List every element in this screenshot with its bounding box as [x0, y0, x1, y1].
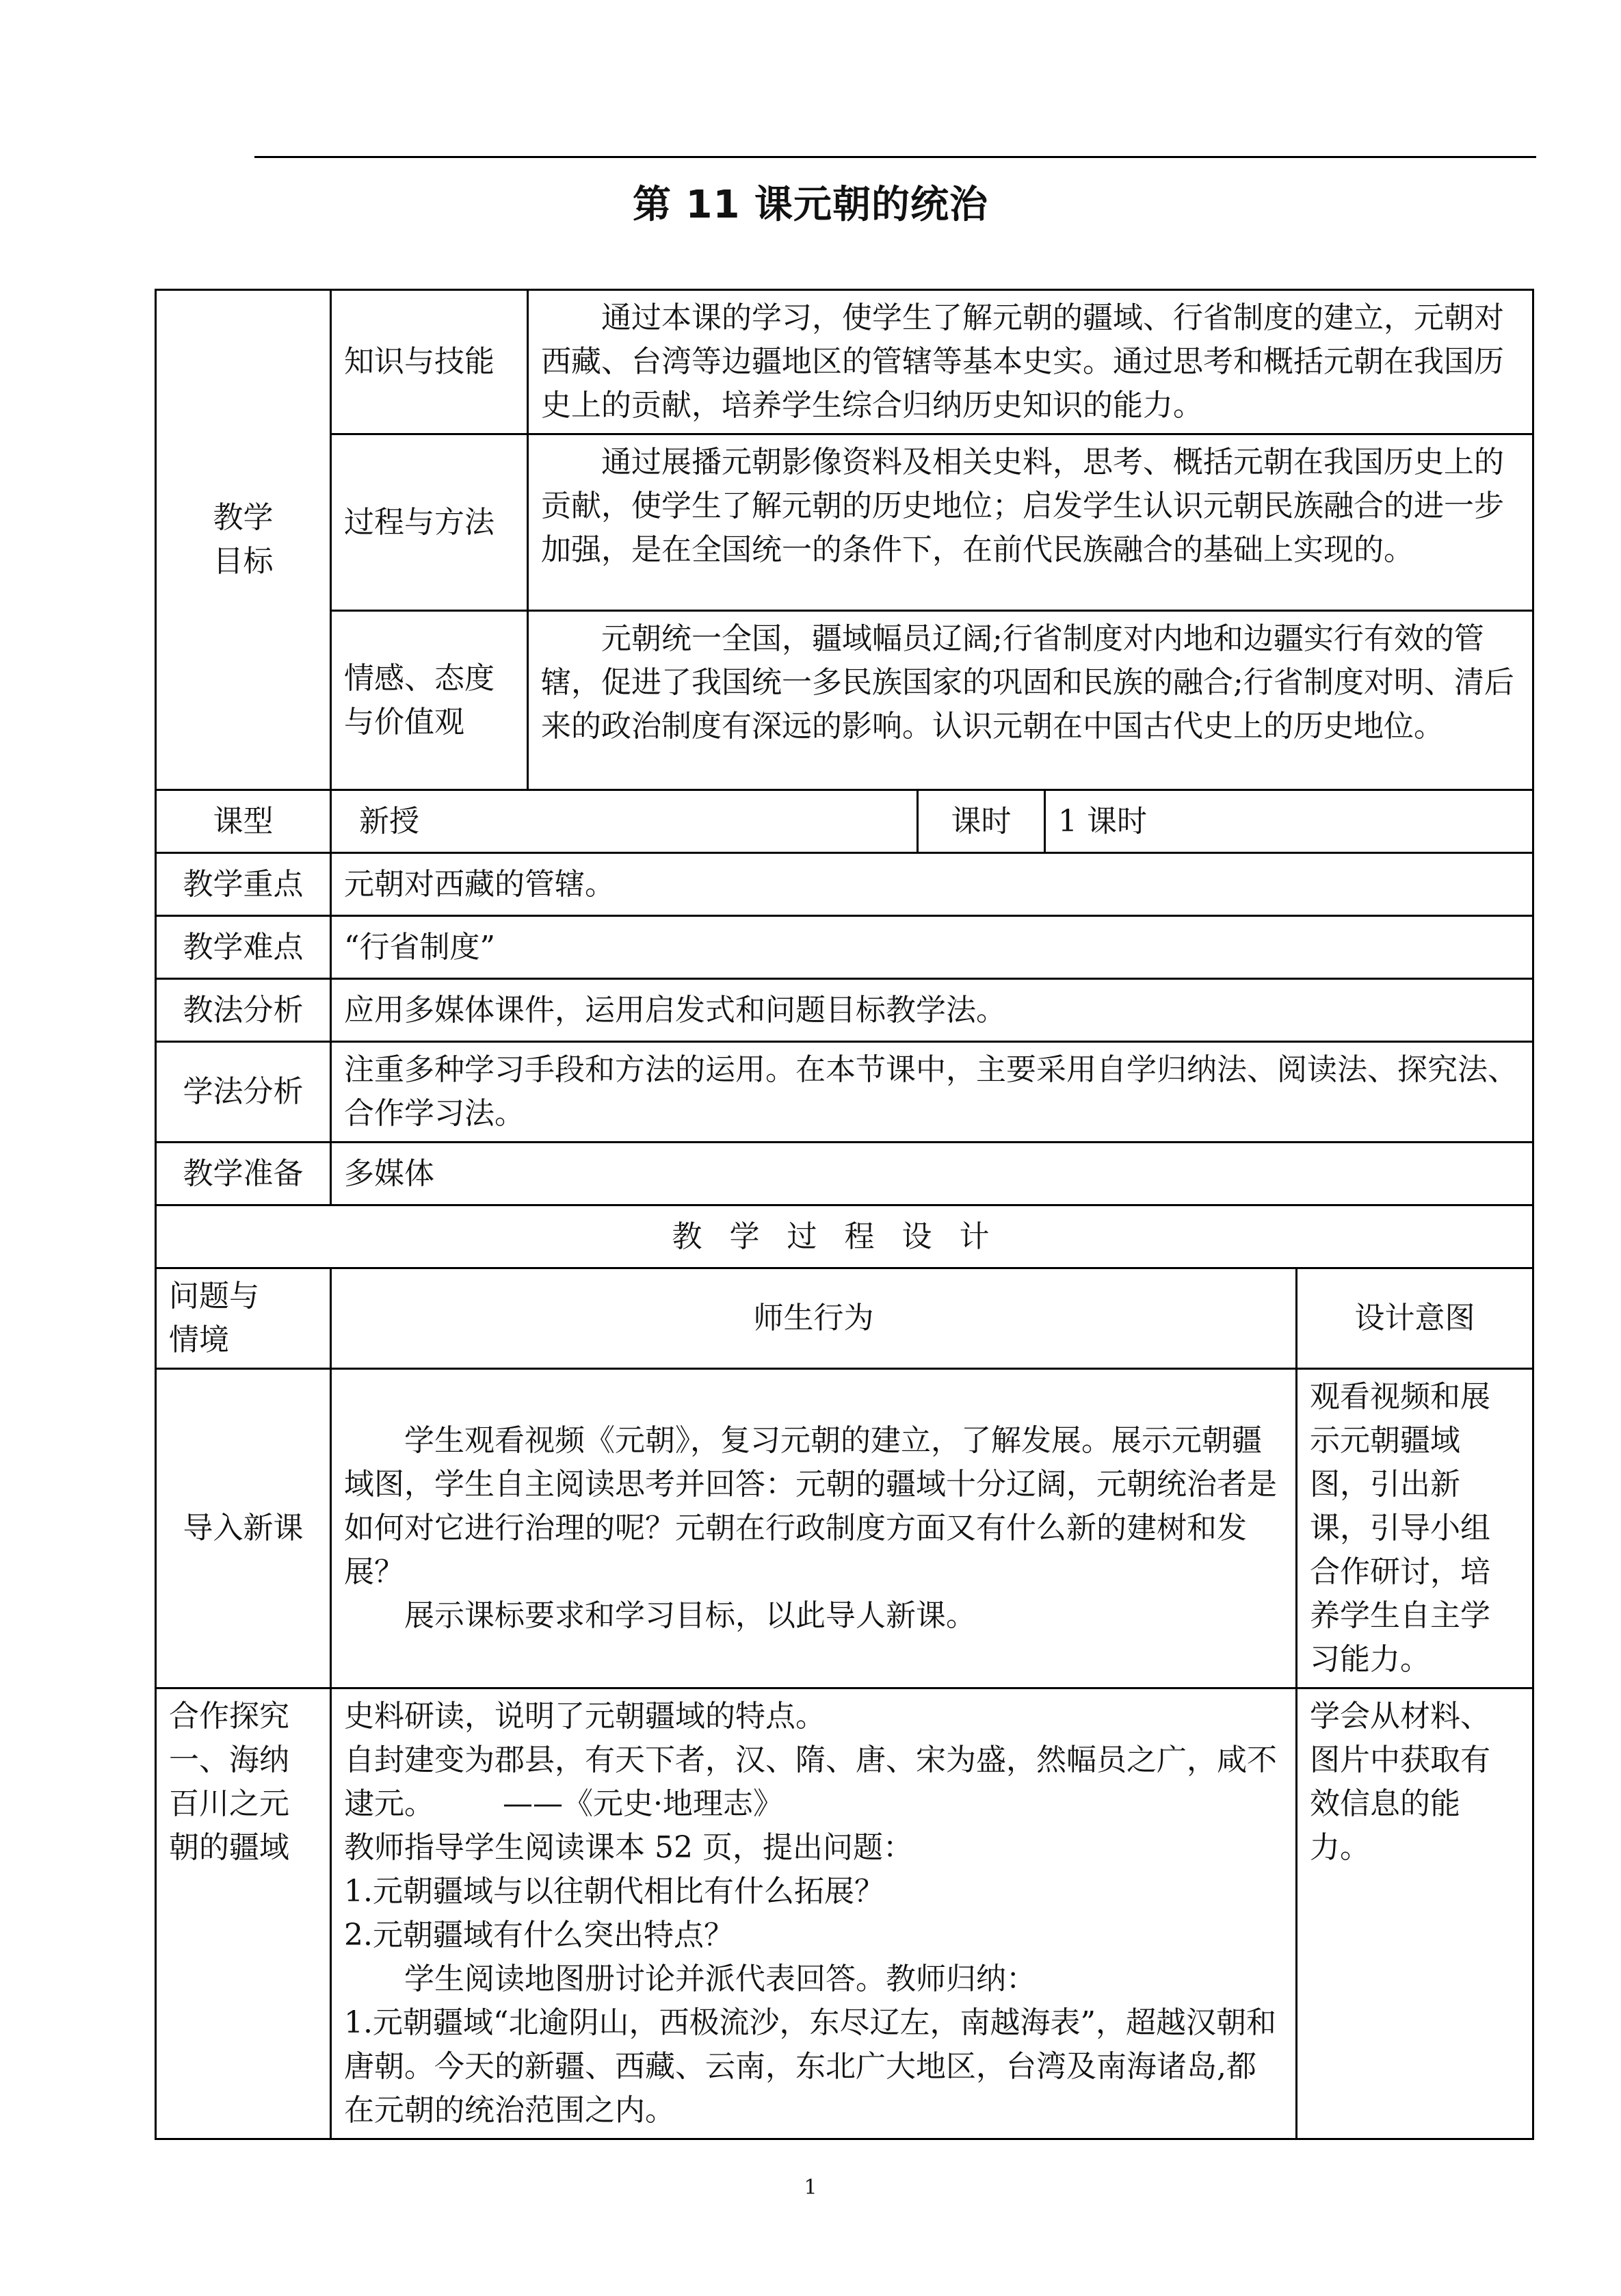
difficulty-label: 教学难点: [156, 916, 331, 979]
difficulty-row: [156, 916, 1533, 979]
preparation-label: 教学准备: [156, 1143, 331, 1205]
process-design-heading: 教学过程设计: [156, 1205, 1533, 1268]
emotion-text-cell: [528, 611, 1533, 790]
explore1-line: 教师指导学生阅读课本 52 页，提出问题：: [344, 1830, 913, 1865]
knowledge-text: 通过本课的学习，使学生了解元朝的疆域、行省制度的建立，元朝对西藏、台湾等边疆地区的管辖等基本史实。通过思考和概括元朝在我国历史上的贡献，培养学生综合归纳历史知识的能力。: [541, 300, 1504, 423]
page-number: 1: [804, 2176, 817, 2200]
explore1-quote-source: ——《元史·地理志》: [503, 1786, 783, 1821]
preparation-value: 多媒体: [331, 1143, 1533, 1205]
intro-action-p1: 学生观看视频《元朝》，复习元朝的建立，了解发展。展示元朝疆域图，学生自主阅读思考并回答：元朝的疆域十分辽阔，元朝统治者是如何对它进行治理的呢？元朝在行政制度方面又有什么新的建树和发展？: [344, 1423, 1277, 1589]
teaching-method-label: 教法分析: [156, 979, 331, 1042]
learning-method-row: [156, 1042, 1533, 1143]
explore1-problem: 合作探究一、海纳百川之元朝的疆域: [156, 1688, 331, 2139]
process-text-cell: [528, 434, 1533, 611]
key-point-row: [156, 853, 1533, 916]
difficulty-value: “行省制度”: [331, 916, 1533, 979]
course-type-label: 课型: [156, 790, 331, 853]
learning-method-value: 注重多种学习手段和方法的运用。在本节课中，主要采用自学归纳法、阅读法、探究法、合作学习法。: [331, 1042, 1533, 1143]
process-design-heading-row: [156, 1205, 1533, 1268]
intro-action-cell: [331, 1369, 1297, 1688]
objective-row-process: [156, 434, 1533, 611]
col-problem-header: [156, 1268, 331, 1369]
process-design-header-row: [156, 1268, 1533, 1369]
explore1-line: 2.元朝疆域有什么突出特点？: [344, 1918, 734, 1953]
explore1-quote: 自封建变为郡县，有天下者，汉、隋、唐、宋为盛，然幅员之广，咸不逮元。: [344, 1743, 1277, 1821]
explore1-line: [344, 1738, 1283, 1826]
teaching-method-row: [156, 979, 1533, 1042]
preparation-row: [156, 1143, 1533, 1205]
header-rule: [254, 156, 1536, 158]
intro-problem: 导入新课: [156, 1369, 331, 1688]
explore1-intent: 学会从材料、图片中获取有效信息的能力。: [1297, 1688, 1533, 2139]
process-label: 过程与方法: [344, 504, 495, 540]
emotion-text: 元朝统一全国，疆域幅员辽阔;行省制度对内地和边疆实行有效的管辖，促进了我国统一多民族国家的巩固和民族的融合;行省制度对明、清后来的政治制度有深远的影响。认识元朝在中国古代史上的历史地位。: [541, 621, 1514, 744]
knowledge-label-cell: [331, 290, 528, 434]
course-type-row: [156, 790, 1533, 853]
intro-row: [156, 1369, 1533, 1688]
objective-row-emotion: [156, 611, 1533, 790]
explore1-row: [156, 1688, 1533, 2139]
course-type-value: 新授: [331, 790, 918, 853]
explore1-line: 学生阅读地图册讨论并派代表回答。教师归纳：: [404, 1961, 1036, 1996]
course-hours-label: 课时: [918, 790, 1045, 853]
explore1-line: 史料研读，说明了元朝疆域的特点。: [344, 1699, 826, 1734]
lesson-plan-table: [155, 289, 1534, 2140]
intro-intent: 观看视频和展示元朝疆域图，引出新课，引导小组合作研讨，培养学生自主学习能力。: [1297, 1369, 1533, 1688]
course-hours-value: 1 课时: [1045, 790, 1533, 853]
key-point-value: 元朝对西藏的管辖。: [331, 853, 1533, 916]
knowledge-text-cell: [528, 290, 1533, 434]
process-label-cell: [331, 434, 528, 611]
explore1-line: 1.元朝疆域与以往朝代相比有什么拓展？: [344, 1874, 884, 1909]
teaching-method-value: 应用多媒体课件，运用启发式和问题目标教学法。: [331, 979, 1533, 1042]
process-text: 通过展播元朝影像资料及相关史料，思考、概括元朝在我国历史上的贡献，使学生了解元朝的历史地位；启发学生认识元朝民族融合的进一步加强，是在全国统一的条件下，在前代民族融合的基础上实现的。: [541, 445, 1504, 567]
page-title: 第 11 课元朝的统治: [633, 183, 988, 227]
emotion-label-cell: [331, 611, 528, 790]
col-problem-label: 问题与情境: [169, 1279, 259, 1357]
objectives-label-cell: [156, 290, 331, 790]
knowledge-label: 知识与技能: [344, 344, 495, 379]
col-intent-header: 设计意图: [1297, 1268, 1533, 1369]
emotion-label: 情感、态度与价值观: [344, 660, 495, 740]
learning-method-label: 学法分析: [156, 1042, 331, 1143]
col-action-header: 师生行为: [331, 1268, 1297, 1369]
intro-action-p2: 展示课标要求和学习目标，以此导人新课。: [404, 1598, 976, 1633]
objectives-label: 教学目标: [213, 500, 274, 579]
key-point-label: 教学重点: [156, 853, 331, 916]
explore1-line: 1.元朝疆域“北逾阴山，西极流沙，东尽辽左，南越海表”，超越汉朝和唐朝。今天的新疆、西藏、云南，东北广大地区，台湾及南海诸岛,都在元朝的统治范围之内。: [344, 2005, 1276, 2128]
explore1-action-cell: [331, 1688, 1297, 2139]
objective-row-knowledge: [156, 290, 1533, 434]
